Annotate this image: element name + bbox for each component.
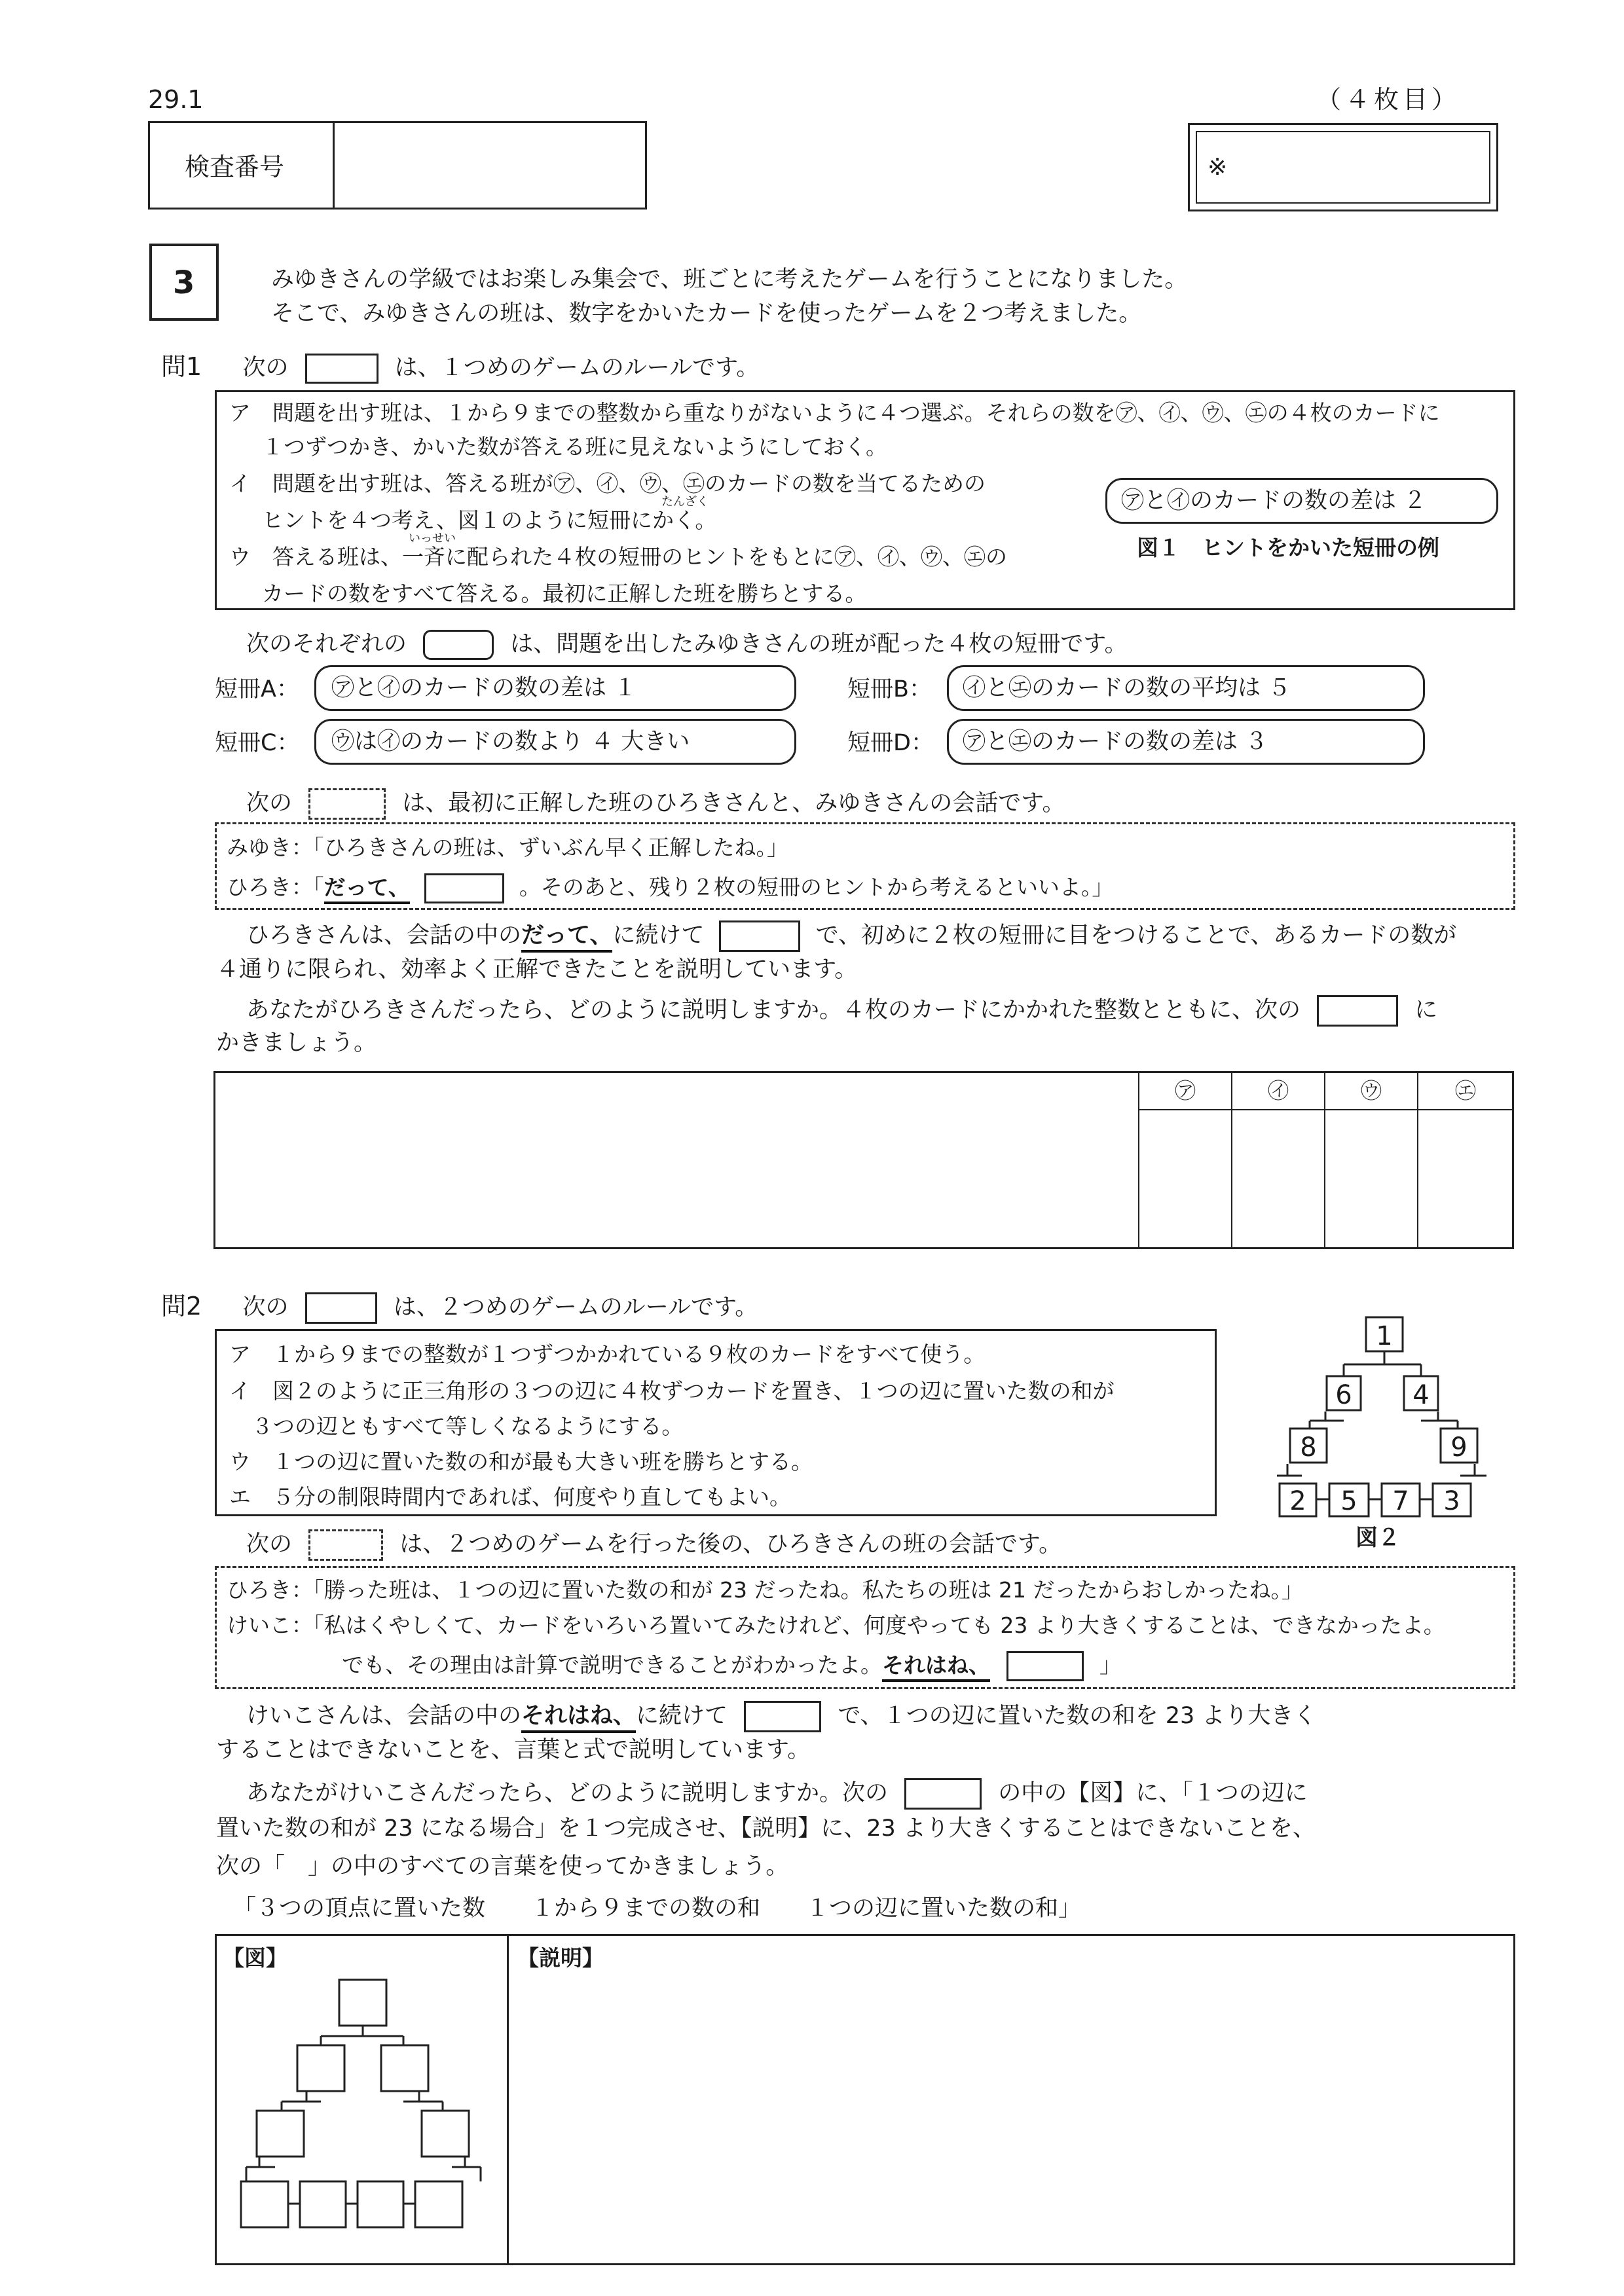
card-c-text: ㋒は㋑のカードの数より ４ 大きい <box>331 729 690 755</box>
q1-header-d: ㋓ <box>1455 1078 1477 1103</box>
q2-soreha: それはね、 <box>882 1652 990 1682</box>
score-box-inner <box>1196 131 1490 204</box>
q2-slot-top <box>339 1980 386 2026</box>
fig2-diagram <box>1264 1316 1500 1519</box>
q1-label: 問1 <box>161 352 202 381</box>
q1-header-b: ㋑ <box>1268 1078 1289 1103</box>
q2-explain-label: 【説明】 <box>517 1945 604 1971</box>
q2-conv-2: けいこ：「私はくやしくて、カードをいろいろ置いてみたけれど、何度やっても 23 より大きくすることは、できなかったよ。 <box>227 1613 1445 1638</box>
q1-conv-lead-post: は、最初に正解した班のひろきさんと、みゆきさんの会話です。 <box>402 790 1065 816</box>
q1-rule-b2: ヒントを４つ考え、図１のように短冊にかく。 <box>262 507 717 533</box>
fig1-caption: 図１ ヒントをかいた短冊の例 <box>1137 535 1439 560</box>
card-a-text: ㋐と㋑のカードの数の差は １ <box>331 675 637 701</box>
date-label: 29.1 <box>148 85 204 114</box>
q1-header-c: ㋒ <box>1361 1078 1382 1103</box>
card-d-text: ㋐と㋓のカードの数の差は ３ <box>963 729 1268 755</box>
q1-lead <box>161 354 759 384</box>
q1-conv-lead-blank <box>308 788 386 820</box>
score-mark: ※ <box>1208 154 1228 181</box>
q2-slot-bottom-1 <box>241 2181 288 2227</box>
q1-rule-c2: カードの数をすべて答える。最初に正解した班を勝ちとする。 <box>262 581 867 606</box>
fig2-num-3: 3 <box>1443 1486 1460 1516</box>
q2-rule-b1: イ 図２のように正三角形の３つの辺に４枚ずつカードを置き、１つの辺に置いた数の和が <box>229 1378 1115 1404</box>
fig2-num-4: 4 <box>1412 1380 1430 1410</box>
cards-lead-post: は、問題を出したみゆきさんの班が配った４枚の短冊です。 <box>510 631 1128 657</box>
q1-para-1: ひろきさんは、会話の中のだって、に続けて で、初めに２枚の短冊に目をつけることで、あるカードの数が <box>246 920 1456 952</box>
section-intro-2: そこで、みゆきさんの班は、数字をかいたカードを使ったゲームを２つ考えました。 <box>271 301 1142 327</box>
q2-label: 問2 <box>161 1292 202 1321</box>
fig2-num-9: 9 <box>1450 1432 1467 1463</box>
q2-answer-divider <box>507 1934 509 2265</box>
q1-input-c[interactable] <box>1327 1113 1416 1247</box>
q1-rule-c1: ウ 答える班は、一斉に配られた４枚の短冊のヒントをもとに㋐、㋑、㋒、㋓の <box>229 544 1007 570</box>
q2-conv-blank <box>1006 1651 1084 1681</box>
q1-para-blank <box>719 920 800 952</box>
q1-answer-blank <box>1317 995 1398 1027</box>
q1-rule-a2: １つずつかき、かいた数が答える班に見えないようにしておく。 <box>262 434 888 460</box>
card-b-text: ㋑と㋓のカードの数の平均は ５ <box>963 675 1291 701</box>
q1-input-a[interactable] <box>1141 1113 1230 1247</box>
q1-lead-blank <box>305 354 378 384</box>
q2-para-2: することはできないことを、言葉と式で説明しています。 <box>216 1737 811 1763</box>
q1-rule-a1: ア 問題を出す班は、１から９までの整数から重なりがないように４つ選ぶ。それらの数を㋐、㋑、㋒、㋓の４枚のカードに <box>229 400 1440 426</box>
sheet-label: （４枚目） <box>1316 85 1461 114</box>
q1-conv-blank <box>424 873 504 903</box>
q2-conv-3: でも、その理由は計算で説明できることがわかったよ。それはね、 」 <box>342 1651 1121 1681</box>
card-c-label: 短冊C： <box>215 730 300 756</box>
q2-para-4: 置いた数の和が 23 になる場合」を１つ完成させ、【説明】に、23 より大きくすることはできないことを、 <box>216 1815 1316 1842</box>
q2-conv-1: ひろき：「勝った班は、１つの辺に置いた数の和が 23 だったね。私たちの班は 21 だったからおしかったね。」 <box>227 1577 1303 1603</box>
q2-slot-bottom-3 <box>358 2181 403 2227</box>
cards-lead-blank <box>423 630 494 660</box>
q2-conv-lead-blank <box>308 1529 383 1561</box>
q1-para-3: あなたがひろきさんだったら、どのように説明しますか。４枚のカードにかかれた整数とともに、次の に <box>246 995 1437 1027</box>
cards-lead-pre: 次のそれぞれの <box>246 631 407 657</box>
q1-conv-1: みゆき：「ひろきさんの班は、ずいぶん早く正解したね。」 <box>227 835 788 860</box>
q2-para-5: 次の「 」の中のすべての言葉を使ってかきましょう。 <box>216 1853 789 1880</box>
fig2-num-5: 5 <box>1340 1486 1357 1516</box>
q1-para-2: ４通りに限られ、効率よく正解できたことを説明しています。 <box>216 957 858 983</box>
q1-explanation-area[interactable] <box>215 1073 1137 1247</box>
q2-rule-c: ウ １つの辺に置いた数の和が最も大きい班を勝ちとする。 <box>229 1449 813 1474</box>
q2-para-blank <box>744 1701 821 1732</box>
q2-para-1: けいこさんは、会話の中のそれはね、に続けて で、１つの辺に置いた数の和を 23 より大きく <box>246 1701 1316 1732</box>
q2-rule-b2: ３つの辺ともすべて等しくなるようにする。 <box>251 1413 684 1439</box>
q1-input-b[interactable] <box>1234 1113 1323 1247</box>
q2-slot-right-upper <box>381 2045 428 2091</box>
q2-rule-a: ア １から９までの整数が１つずつかかれている９枚のカードをすべて使う。 <box>229 1341 986 1367</box>
ruby-tanzaku: たんざく <box>661 495 709 509</box>
cards-lead <box>246 630 1128 660</box>
q1-lead-pre: 次の <box>242 355 289 381</box>
q2-conv-lead: 次の は、２つめのゲームを行った後の、ひろきさんの班の会話です。 <box>246 1529 1061 1561</box>
q2-answer-blank <box>904 1778 982 1810</box>
exam-number-label: 検査番号 <box>185 153 285 181</box>
q2-lead: 問2 次の は、２つめのゲームのルールです。 <box>161 1292 758 1324</box>
section-intro-1: みゆきさんの学級ではお楽しみ集会で、班ごとに考えたゲームを行うことになりました。 <box>271 266 1188 293</box>
fig2-num-2: 2 <box>1289 1486 1306 1516</box>
q2-slot-left-upper <box>297 2045 344 2091</box>
q2-slot-left-lower <box>257 2111 304 2157</box>
q1-para-4: かきましょう。 <box>216 1030 377 1056</box>
fig2-num-1: 1 <box>1376 1321 1393 1351</box>
q2-keywords: 「３つの頂点に置いた数 １から９までの数の和 １つの辺に置いた数の和」 <box>233 1895 1082 1922</box>
fig2-num-8: 8 <box>1300 1432 1317 1463</box>
card-d-label: 短冊D： <box>847 730 934 756</box>
q2-fig-label: 【図】 <box>223 1945 287 1971</box>
fig2-num-6: 6 <box>1335 1380 1352 1410</box>
q1-rule-b1: イ 問題を出す班は、答える班が㋐、㋑、㋒、㋓のカードの数を当てるための <box>229 471 986 496</box>
q1-conv-lead <box>246 788 1065 820</box>
q2-para-3: あなたがけいこさんだったら、どのように説明しますか。次の の中の【図】に、「１つの辺に <box>246 1778 1308 1810</box>
q1-lead-post: は、１つめのゲームのルールです。 <box>394 355 760 381</box>
card-a-label: 短冊A： <box>215 676 299 702</box>
ruby-issei: いっせい <box>409 532 456 545</box>
q1-conv-lead-pre: 次の <box>246 790 293 816</box>
q2-lead-blank <box>305 1292 377 1324</box>
example-card-text: ㋐と㋑のカードの数の差は ２ <box>1121 488 1427 514</box>
q1-header-a: ㋐ <box>1175 1078 1196 1103</box>
exam-number-field[interactable] <box>335 123 644 208</box>
q2-explanation-area[interactable] <box>511 1977 1513 2263</box>
section-number: 3 <box>173 264 195 301</box>
q2-rule-d: エ ５分の制限時間内であれば、何度やり直してもよい。 <box>229 1484 791 1510</box>
fig2-caption: 図２ <box>1356 1525 1400 1551</box>
q2-slot-bottom-2 <box>300 2181 346 2227</box>
q1-datte: だって、 <box>324 875 410 904</box>
q1-input-d[interactable] <box>1420 1113 1511 1247</box>
q2-answer-diagram <box>229 1971 498 2252</box>
q2-slot-right-lower <box>422 2111 469 2157</box>
exam-number-divider <box>333 121 335 210</box>
q1-conv-2: ひろき：「だって、 。そのあと、残り２枚の短冊のヒントから考えるといいよ。」 <box>227 873 1113 903</box>
q2-slot-bottom-4 <box>415 2181 462 2227</box>
fig2-num-7: 7 <box>1392 1486 1409 1516</box>
card-b-label: 短冊B： <box>847 676 932 702</box>
